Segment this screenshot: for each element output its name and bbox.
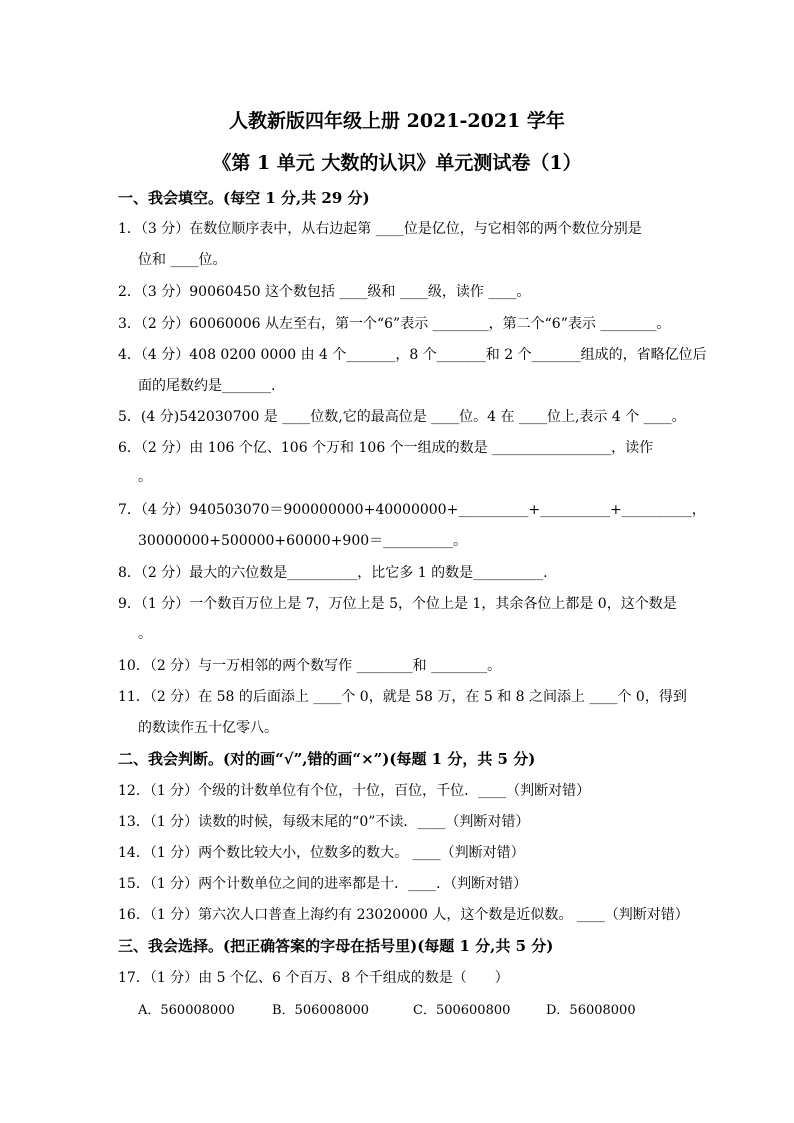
section-heading-fill-in: 一、我会填空。(每空 1 分,共 29 分) [118,189,370,207]
question-line: 1．（3 分）在数位顺序表中，从右边起第 ____位是亿位，与它相邻的两个数位分别是 [118,221,642,237]
question-line: 的数读作五十亿零八。 [138,720,278,736]
question-line: 13．（1 分）读数的时候，每级末尾的“0”不读．____（判断对错） [118,814,530,830]
question-line: 15．（1 分）两个计数单位之间的进率都是十．____．（判断对错） [118,876,528,892]
question-line: 2．（3 分）90060450 这个数包括 ____级和 ____级，读作 ____。 [118,284,531,300]
question-line: 12．（1 分）个级的计数单位有个位，十位，百位，千位．____（判断对错） [118,783,591,799]
question-line: 。 [138,469,152,485]
question-line: 3．（2 分）60060006 从左至右，第一个“6”表示 ________，第二个“6”表示 ________。 [118,316,671,332]
question-line: 7．（4 分）940503070＝900000000+40000000+__________+__________+__________， [118,502,706,518]
option-b: B．506008000 [272,1003,369,1018]
section-heading-choice: 三、我会选择。(把正确答案的字母在括号里)(每题 1 分,共 5 分) [118,937,554,955]
question-line: 位和 ____位。 [138,252,227,268]
question-line: 9．（1 分）一个数百万位上是 7，万位上是 5，个位上是 1，其余各位上都是 0，这个数是 [118,596,677,612]
option-d: D．56008000 [546,1003,636,1018]
option-c: C．500600800 [413,1003,511,1018]
question-line: 5．(4 分)542030700 是 ____位数,它的最高位是 ____位。4 在 ____位上,表示 4 个 ____。 [118,409,686,425]
page-subtitle: 《第 1 单元 大数的认识》单元测试卷（1） [212,152,582,174]
question-line: 4．（4 分）408 0200 0000 由 4 个_______，8 个_______和 2 个_______组成的，省略亿位后 [118,347,707,363]
question-line: 。 [138,626,152,642]
question-line: 面的尾数约是_______. [138,378,276,394]
question-line: 6．（2 分）由 106 个亿、106 个万和 106 个一组成的数是 _________________，读作 [118,440,654,456]
question-line: 14．（1 分）两个数比较大小，位数多的数大。 ____（判断对错） [118,845,525,861]
option-a: A．560008000 [138,1003,235,1018]
question-line: 17．（1 分）由 5 个亿、6 个百万、8 个千组成的数是（ ） [118,970,509,986]
question-line: 11．（2 分）在 58 的后面添上 ____个 0，就是 58 万，在 5 和 8 之间添上 ____个 0，得到 [118,689,687,705]
question-line: 10．（2 分）与一万相邻的两个数写作 ________和 ________。 [118,658,502,674]
question-line: 30000000+500000+60000+900＝__________。 [138,533,468,549]
section-heading-judge: 二、我会判断。(对的画“√”,错的画“×”)(每题 1 分，共 5 分) [118,750,536,768]
question-line: 16．（1 分）第六次人口普查上海约有 23020000 人，这个数是近似数。 ____（判断对错） [118,907,689,923]
question-line: 8．（2 分）最大的六位数是__________，比它多 1 的数是__________. [118,565,548,581]
page-title: 人教新版四年级上册 2021-2021 学年 [229,110,565,132]
